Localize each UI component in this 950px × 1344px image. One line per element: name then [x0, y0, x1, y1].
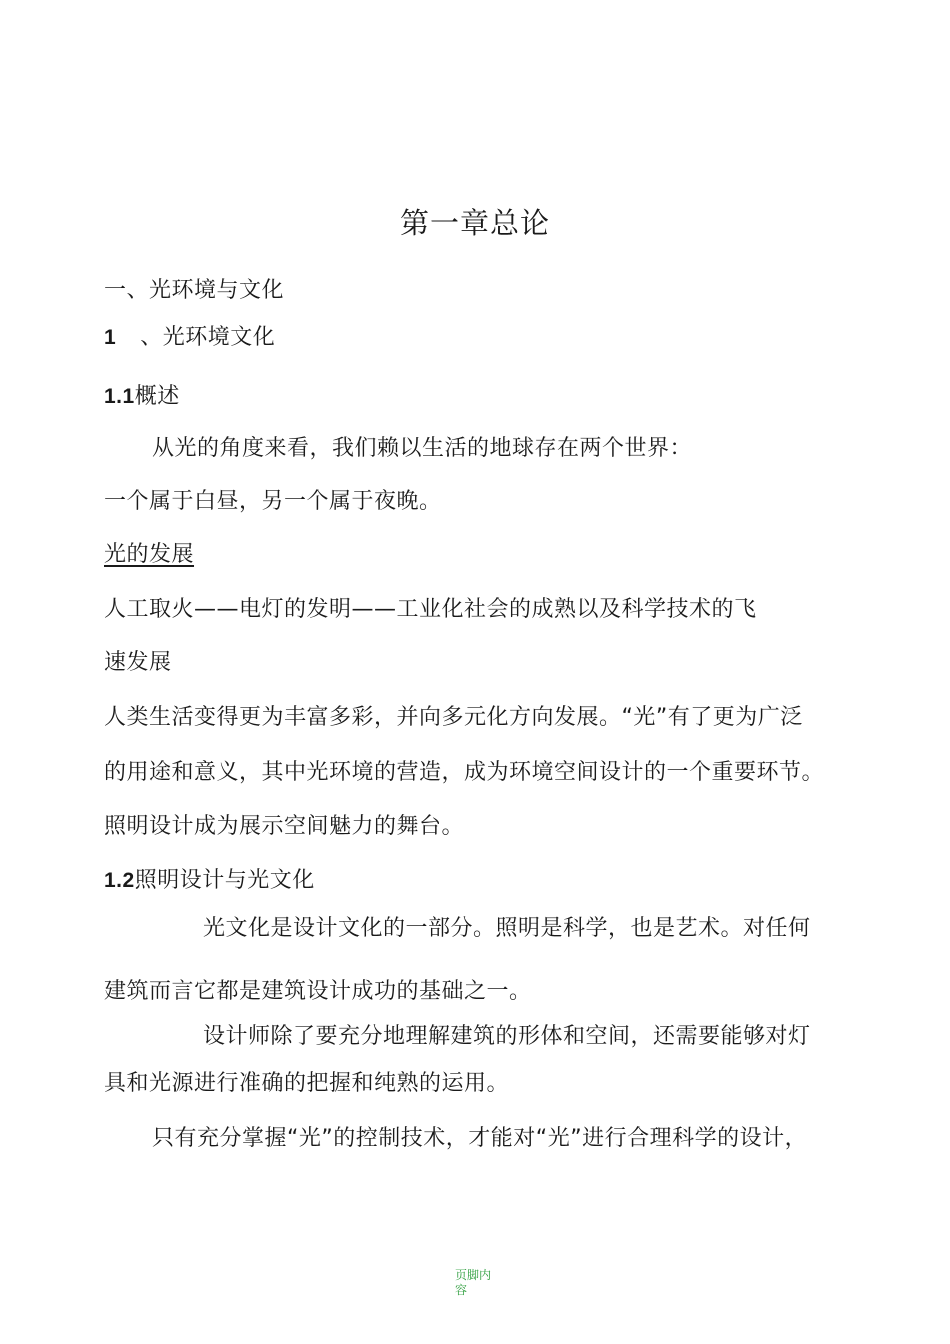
subheading-underlined: 光的发展 — [104, 542, 195, 567]
paragraph-line: 人工取火——电灯的发明——工业化社会的成熟以及科学技术的飞 — [104, 597, 757, 622]
heading-text: 、光环境文化 — [140, 325, 276, 350]
heading-text: 概述 — [134, 384, 180, 409]
paragraph-line: 设计师除了要充分地理解建筑的形体和空间，还需要能够对灯 — [203, 1024, 811, 1049]
heading-1-1 — [104, 382, 180, 412]
paragraph-line: 速发展 — [104, 650, 172, 675]
heading-number: 1 — [104, 326, 117, 349]
paragraph-line: 的用途和意义，其中光环境的营造，成为环境空间设计的一个重要环节。 — [104, 760, 825, 785]
paragraph-line: 建筑而言它都是建筑设计成功的基础之一。 — [104, 979, 532, 1004]
heading-number: 1.2 — [104, 869, 135, 892]
chapter-title: 第一章总论 — [399, 206, 550, 240]
section-heading: 一、光环境与文化 — [104, 278, 285, 303]
paragraph-line: 人类生活变得更为丰富多彩，并向多元化方向发展。“光”有了更为广泛 — [104, 705, 803, 730]
paragraph-line: 照明设计成为展示空间魅力的舞台。 — [104, 814, 465, 839]
paragraph-line: 从光的角度来看，我们赖以生活的地球存在两个世界： — [152, 436, 693, 461]
heading-1 — [104, 323, 275, 353]
paragraph-line: 具和光源进行准确的把握和纯熟的运用。 — [104, 1071, 510, 1096]
page-footer: 页脚内容 — [455, 1268, 492, 1297]
heading-text: 照明设计与光文化 — [134, 868, 315, 893]
heading-1-2 — [104, 866, 315, 896]
paragraph-line: 只有充分掌握“光”的控制技术，才能对“光”进行合理科学的设计， — [152, 1126, 808, 1151]
heading-number: 1.1 — [104, 385, 135, 408]
paragraph-line: 一个属于白昼，另一个属于夜晚。 — [104, 489, 442, 514]
paragraph-line: 光文化是设计文化的一部分。照明是科学，也是艺术。对任何 — [203, 916, 811, 941]
